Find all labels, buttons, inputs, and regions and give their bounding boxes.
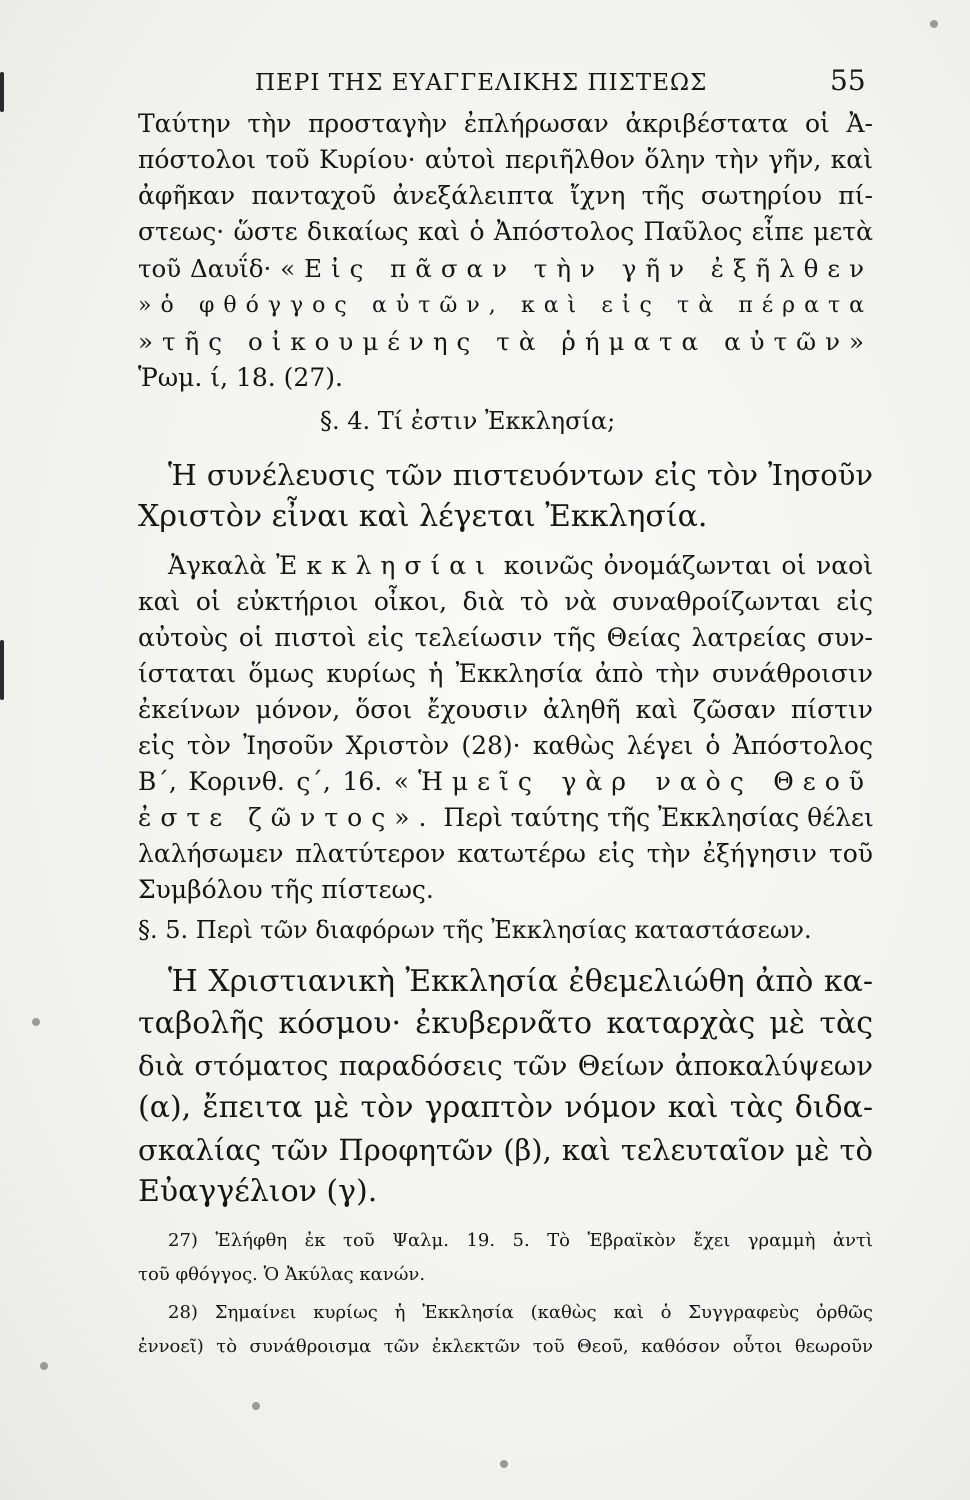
text-line: στεως· ὥστε δικαίως καὶ ὁ Ἀπόστολος Παῦλος εἶπε μετὰ bbox=[138, 217, 873, 246]
speck bbox=[40, 1362, 48, 1370]
footnote-line: 28) Σημαίνει κυρίως ἡ Ἐκκλησία (καθὼς καὶ ὁ Συγγραφεὺς ὀρθῶς bbox=[168, 1302, 873, 1323]
text-rest: κοινῶς ὀνομάζωνται οἱ ναοὶ bbox=[503, 551, 873, 580]
quote-line bbox=[138, 802, 873, 834]
answer-line: Ἡ συνέλευσις τῶν πιστευόντων εἰς τὸν Ἰησοῦν bbox=[168, 458, 873, 492]
answer-line: ταβολῆς κόσμου· ἐκυβερνᾶτο καταρχὰς μὲ τὰς bbox=[138, 1006, 873, 1041]
quote-spaced: «Εἰς πᾶσαν τὴν γῆν ἐξῆλθεν bbox=[280, 254, 873, 283]
quote-line: »τῆς οἰκουμένης τὰ ῥήματα αὐτῶν» bbox=[138, 327, 873, 356]
section-heading: §. 4. Τί ἐστιν Ἐκκλησία; bbox=[320, 407, 616, 435]
footnote-line: ἐννοεῖ) τὸ συνάθροισμα τῶν ἐκλεκτῶν τοῦ Θεοῦ, καθόσον οὗτοι θεωροῦν bbox=[138, 1336, 873, 1357]
text-lead: Ἀγκαλὰ bbox=[168, 551, 267, 580]
text-spaced: Ἐκκλησίαι bbox=[276, 551, 494, 580]
binding-mark bbox=[0, 640, 4, 700]
text-line: καὶ οἱ εὐκτήριοι οἶκοι, διὰ τὸ νὰ συναθροίζωνται εἰς bbox=[138, 587, 873, 616]
answer-line: Χριστὸν εἶναι καὶ λέγεται Ἐκκλησία. bbox=[138, 499, 708, 534]
footnote-line: τοῦ φθόγγος. Ὁ Ἀκύλας κανών. bbox=[138, 1264, 426, 1285]
text-line: αὐτοὺς οἱ πιστοὶ εἰς τελείωσιν τῆς Θείας λατρείας συν- bbox=[138, 623, 873, 652]
quote-line bbox=[138, 253, 873, 285]
speck bbox=[500, 1460, 508, 1468]
quote-lead: τοῦ Δαυΐδ· bbox=[138, 254, 272, 283]
quote-spaced: ἐστε ζῶντος». bbox=[138, 803, 436, 832]
speck bbox=[32, 1018, 40, 1026]
scripture-reference: Ῥωμ. ί, 18. (27). bbox=[138, 363, 343, 392]
text-line bbox=[138, 550, 873, 582]
text-line: λαλήσωμεν πλατύτερον κατωτέρω εἰς τὴν ἐξήγησιν τοῦ bbox=[138, 839, 873, 868]
quote-line bbox=[138, 766, 873, 798]
text-line: ἀφῆκαν πανταχοῦ ἀνεξάλειπτα ἴχνη τῆς σωτηρίου πί- bbox=[138, 181, 873, 210]
text-rest: Περὶ ταύτης τῆς Ἐκκλησίας θέλει bbox=[443, 803, 874, 832]
running-title: ΠΕΡΙ ΤΗΣ ΕΥΑΓΓΕΛΙΚΗΣ ΠΙΣΤΕΩΣ bbox=[255, 70, 708, 96]
answer-line: Εὐαγγέλιον (γ). bbox=[138, 1174, 378, 1209]
quote-spaced: «Ἡμεῖς γὰρ ναὸς Θεοῦ bbox=[393, 767, 873, 796]
answer-line: Ἡ Χριστιανικὴ Ἐκκλησία ἐθεμελιώθη ἀπὸ κα- bbox=[168, 964, 873, 999]
answer-line: διὰ στόματος παραδόσεις τῶν Θείων ἀποκαλύψεων bbox=[138, 1050, 873, 1082]
binding-mark bbox=[0, 72, 4, 112]
text-line: Ταύτην τὴν προσταγὴν ἐπλήρωσαν ἀκριβέστατα οἱ Ἀ- bbox=[138, 109, 873, 138]
quote-lead: Β΄, Κορινθ. ς΄, 16. bbox=[138, 767, 383, 796]
speck bbox=[930, 20, 938, 28]
answer-line: (α), ἔπειτα μὲ τὸν γραπτὸν νόμον καὶ τὰς διδα- bbox=[138, 1090, 873, 1125]
text-line: ίσταται ὅμως κυρίως ἡ Ἐκκλησία ἀπὸ τὴν συνάθροισιν bbox=[138, 659, 873, 688]
speck bbox=[252, 1402, 260, 1410]
section-heading: §. 5. Περὶ τῶν διαφόρων τῆς Ἐκκλησίας καταστάσεων. bbox=[138, 916, 812, 944]
footnote-line: 27) Ἐλήφθη ἐκ τοῦ Ψαλμ. 19. 5. Τὸ Ἑβραϊκὸν ἔχει γραμμὴ ἀντὶ bbox=[168, 1230, 873, 1251]
text-line: πόστολοι τοῦ Κυρίου· αὐτοὶ περιῆλθον ὅλην τὴν γῆν, καὶ bbox=[138, 145, 873, 174]
text-line: ἐκείνων μόνον, ὅσοι ἔχουσιν ἀληθῆ καὶ ζῶσαν πίστιν bbox=[138, 695, 873, 724]
text-line: εἰς τὸν Ἰησοῦν Χριστὸν (28)· καθὼς λέγει ὁ Ἀπόστολος bbox=[138, 731, 873, 760]
page-number: 55 bbox=[830, 64, 866, 97]
quote-line: »ὁ φθόγγος αὐτῶν, καὶ εἰς τὰ πέρατα bbox=[138, 293, 873, 318]
answer-line: σκαλίας τῶν Προφητῶν (β), καὶ τελευταῖον μὲ τὸ bbox=[138, 1133, 873, 1167]
text-line: Συμβόλου τῆς πίστεως. bbox=[138, 875, 434, 904]
